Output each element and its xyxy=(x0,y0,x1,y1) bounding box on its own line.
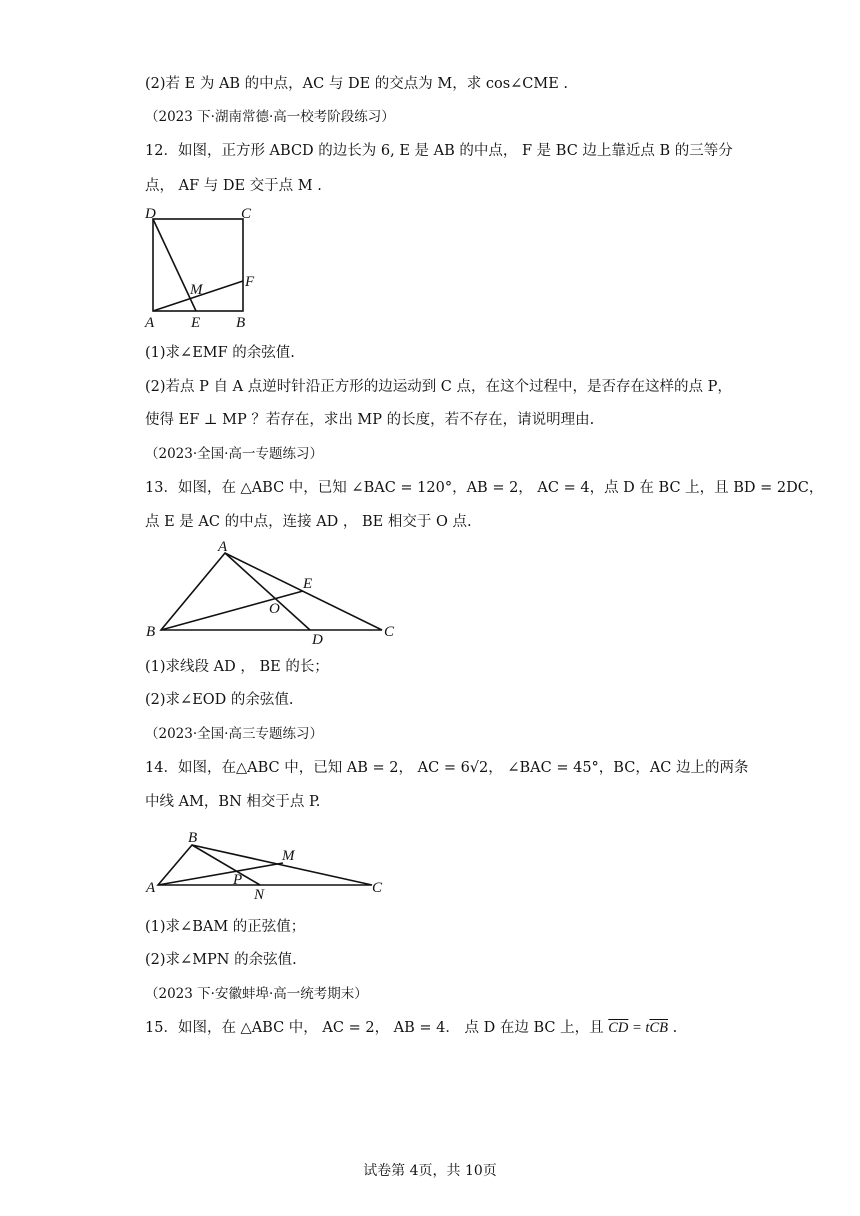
label-O: O xyxy=(269,601,280,617)
label-E: E xyxy=(303,576,313,592)
q14-stem-line2: 中线 AM，BN 相交于点 P. xyxy=(145,794,321,810)
label-A: A xyxy=(146,880,156,896)
q15-equals: = t xyxy=(628,1020,650,1036)
label-B: B xyxy=(236,315,246,331)
label-E: E xyxy=(191,315,201,331)
q13-stem-line2: 点 E 是 AC 的中点，连接 AD ， BE 相交于 O 点. xyxy=(145,514,472,530)
label-F: F xyxy=(245,274,255,290)
q11-part2: (2)若 E 为 AB 的中点，AC 与 DE 的交点为 M，求 cos∠CME . xyxy=(145,76,569,92)
vector-cd: $\overline{CD}$ xyxy=(608,1020,629,1036)
q15-end: . xyxy=(667,1020,678,1036)
label-A: A xyxy=(218,539,228,555)
label-C: C xyxy=(241,206,252,222)
figure-q12-square xyxy=(140,204,270,330)
q12-part2-line1: (2)若点 P 自 A 点逆时针沿正方形的边运动到 C 点，在这个过程中，是否存在这样的点 P， xyxy=(145,379,732,395)
label-M: M xyxy=(282,848,295,864)
q15-text: 15．如图，在 △ABC 中， AC = 2， AB = 4． 点 D 在边 BC 上，且 xyxy=(145,1020,609,1036)
vector-cb: $\overline{CB}$ xyxy=(649,1020,668,1036)
q14-part2: (2)求∠MPN 的余弦值. xyxy=(145,952,297,968)
q12-part1: (1)求∠EMF 的余弦值. xyxy=(145,345,295,361)
q14-stem-line1: 14．如图，在△ABC 中，已知 AB = 2， AC = 6√2， ∠BAC = 45°，BC，AC 边上的两条 xyxy=(145,760,749,776)
label-A: A xyxy=(145,315,155,331)
q15-stem-line1 xyxy=(145,1018,677,1038)
figure-q13-triangle xyxy=(140,536,400,646)
source-note: （2023·全国·高一专题练习） xyxy=(145,446,323,462)
source-note: （2023·全国·高三专题练习） xyxy=(145,726,323,742)
figure-q14-triangle xyxy=(140,826,390,906)
label-B: B xyxy=(146,624,156,640)
page-footer: 试卷第 4页，共 10页 xyxy=(363,1163,497,1179)
q12-part2-line2: 使得 EF ⊥ MP ？若存在，求出 MP 的长度，若不存在，请说明理由. xyxy=(145,412,595,428)
label-C: C xyxy=(372,880,383,896)
label-P: P xyxy=(233,872,243,888)
label-B: B xyxy=(188,830,198,846)
q13-part2: (2)求∠EOD 的余弦值. xyxy=(145,692,294,708)
source-note: （2023 下·湖南常德·高一校考阶段练习） xyxy=(145,109,395,125)
q12-stem-line2: 点， AF 与 DE 交于点 M . xyxy=(145,178,322,194)
label-D: D xyxy=(145,206,156,222)
q14-part1: (1)求∠BAM 的正弦值； xyxy=(145,919,306,935)
label-M: M xyxy=(190,282,203,298)
q13-part1: (1)求线段 AD ， BE 的长； xyxy=(145,659,329,675)
source-note: （2023 下·安徽蚌埠·高一统考期末） xyxy=(145,986,368,1002)
q12-stem-line1: 12．如图，正方形 ABCD 的边长为 6, E 是 AB 的中点， F 是 BC 边上靠近点 B 的三等分 xyxy=(145,143,733,159)
label-D: D xyxy=(312,632,323,648)
label-N: N xyxy=(254,887,265,903)
q13-stem-line1: 13．如图，在 △ABC 中，已知 ∠BAC = 120°，AB = 2， AC = 4，点 D 在 BC 上，且 BD = 2DC， xyxy=(145,480,824,496)
label-C: C xyxy=(384,624,395,640)
